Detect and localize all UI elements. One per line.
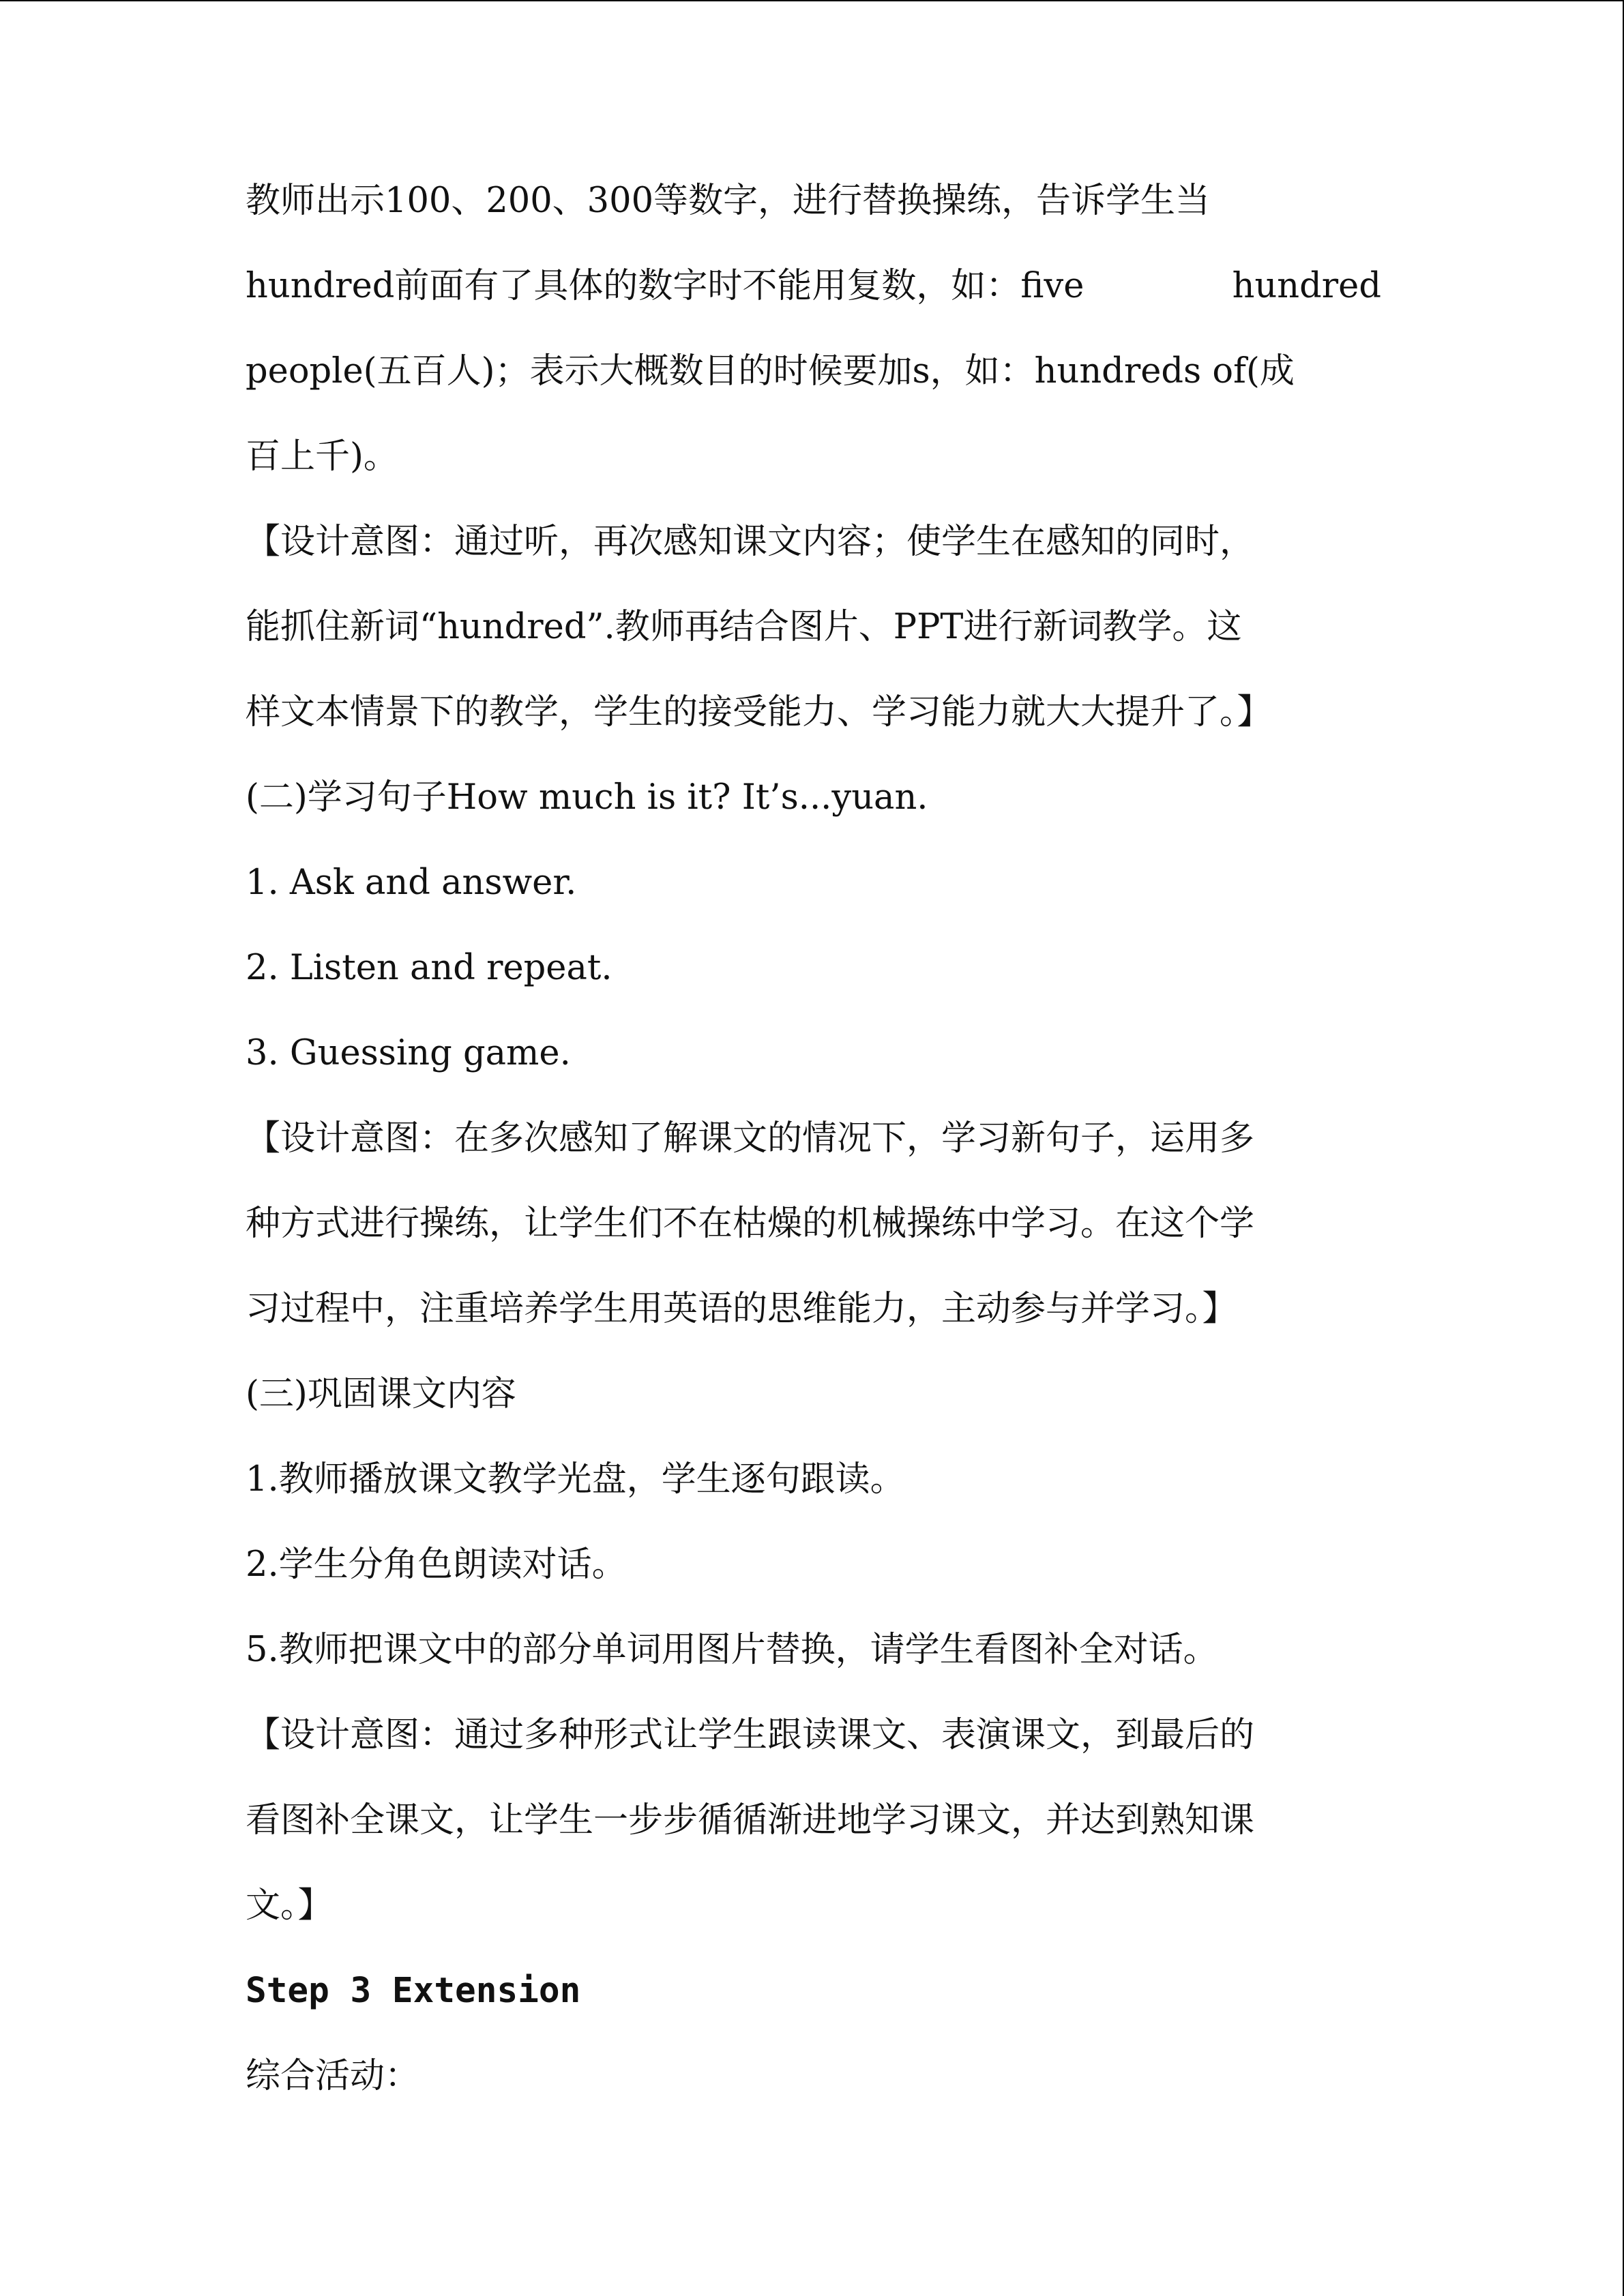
text-line-justified	[246, 243, 1381, 329]
text-line-part: hundred	[1232, 266, 1381, 306]
design-intent-note: 【设计意图：通过听，再次感知课文内容；使学生在感知的同时，	[246, 522, 1255, 562]
list-item: 5.教师把课文中的部分单词用图片替换，请学生看图补全对话。	[246, 1630, 1218, 1670]
step-heading: Step 3 Extension	[246, 1971, 581, 2011]
design-intent-note: 【设计意图：通过多种形式让学生跟读课文、表演课文，到最后的	[246, 1715, 1255, 1755]
text-line: people(五百人)；表示大概数目的时候要加s，如：hundreds of(成	[246, 351, 1295, 391]
design-intent-note: 能抓住新词“hundred”.教师再结合图片、PPT进行新词教学。这	[246, 607, 1242, 647]
list-item: 2.学生分角色朗读对话。	[246, 1545, 627, 1585]
section-heading: (二)学习句子How much is it? It’s...yuan.	[246, 777, 928, 818]
document-body	[246, 158, 1381, 2119]
design-intent-note: 【设计意图：在多次感知了解课文的情况下，学习新句子，运用多	[246, 1118, 1255, 1159]
list-item: 3. Guessing game.	[246, 1033, 571, 1073]
text-line: 百上千)。	[246, 436, 398, 477]
design-intent-note: 种方式进行操练，让学生们不在枯燥的机械操练中学习。在这个学	[246, 1204, 1255, 1244]
design-intent-note: 看图补全课文，让学生一步步循循渐进地学习课文，并达到熟知课	[246, 1800, 1255, 1840]
text-line: 教师出示100、200、300等数字，进行替换操练，告诉学生当	[246, 181, 1211, 221]
text-line-part: hundred前面有了具体的数字时不能用复数，如：five	[246, 266, 1084, 306]
text-line: 综合活动：	[246, 2056, 420, 2096]
design-intent-note: 样文本情景下的教学，学生的接受能力、学习能力就大大提升了。】	[246, 692, 1272, 732]
section-heading: (三)巩固课文内容	[246, 1374, 516, 1414]
list-item: 1. Ask and answer.	[246, 863, 577, 903]
design-intent-note: 习过程中，注重培养学生用英语的思维能力，主动参与并学习。】	[246, 1289, 1237, 1329]
list-item: 1.教师播放课文教学光盘，学生逐句跟读。	[246, 1459, 905, 1500]
design-intent-note: 文。】	[246, 1885, 333, 1926]
list-item: 2. Listen and repeat.	[246, 948, 612, 988]
